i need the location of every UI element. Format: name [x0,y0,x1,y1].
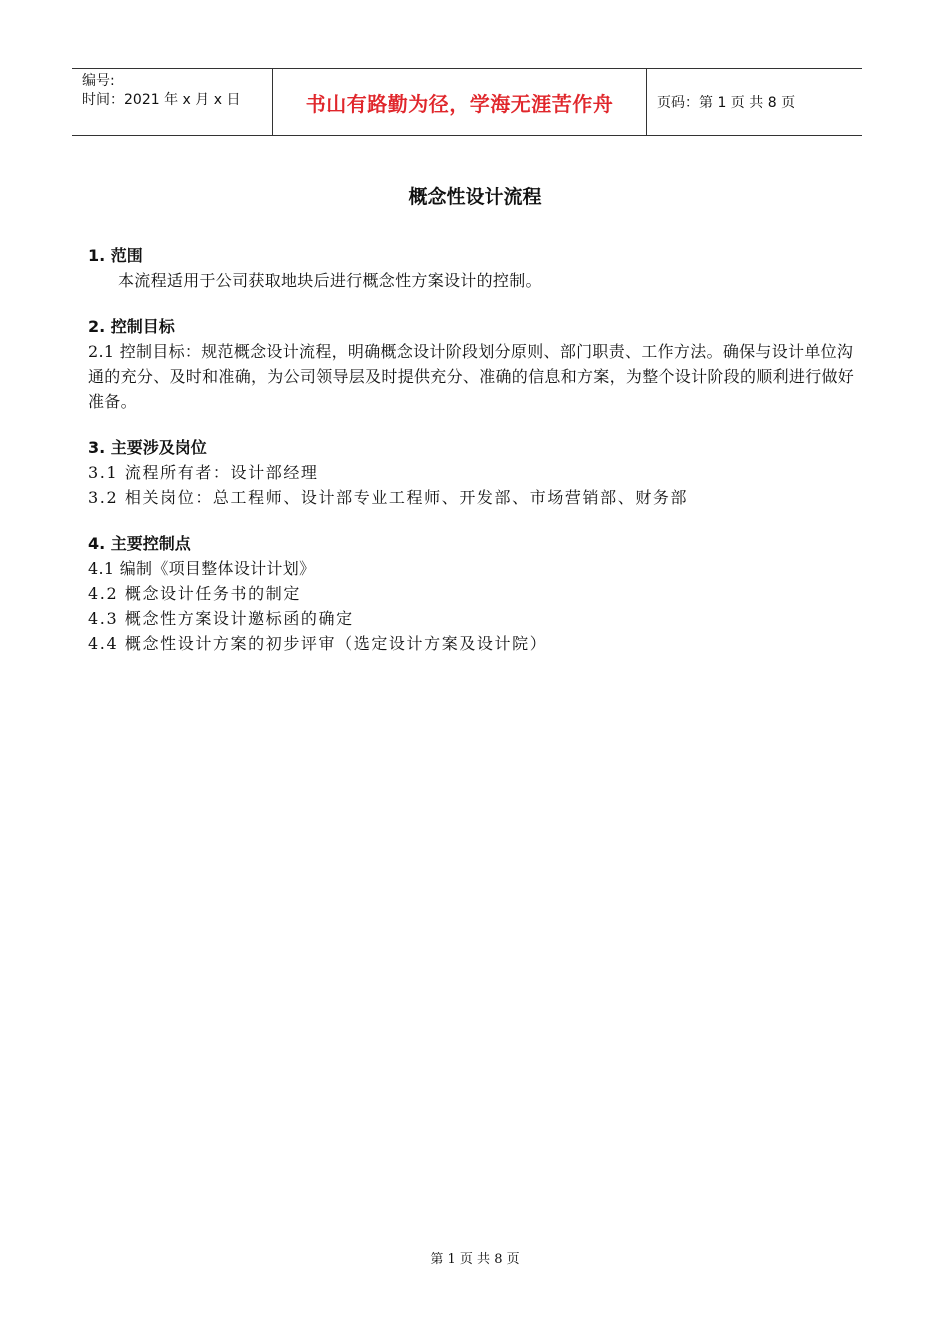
section-scope [88,244,868,293]
document-body [88,244,868,678]
paragraph: 本流程适用于公司获取地块后进行概念性方案设计的控制。 [118,271,542,290]
paragraph: 3.2 相关岗位：总工程师、设计部专业工程师、开发部、市场营销部、财务部 [88,488,689,507]
section-control-objective [88,315,868,414]
page-header [72,68,862,136]
page-footer: 第 1 页 共 8 页 [430,1252,520,1267]
section-heading: 3. 主要涉及岗位 [88,438,207,457]
header-meta [72,69,273,135]
section-heading: 4. 主要控制点 [88,534,191,553]
list-item: 4.2 概念设计任务书的制定 [88,584,301,603]
paragraph: 2.1 控制目标：规范概念设计流程，明确概念设计阶段划分原则、部门职责、工作方法。确保与设计单位沟通的充分、及时和准确，为公司领导层及时提供充分、准确的信息和方案，为整个设计阶段的顺利进行做好准备。 [88,342,855,411]
list-item: 4.3 概念性方案设计邀标函的确定 [88,609,354,628]
document-time-label: 时间：2021 年 x 月 x 日 [82,92,241,108]
paragraph: 3.1 流程所有者：设计部经理 [88,463,319,482]
section-heading: 1. 范围 [88,246,143,265]
header-motto-cell [273,69,647,135]
section-positions [88,436,868,510]
document-number-label: 编号: [82,73,115,89]
list-item: 4.4 概念性设计方案的初步评审（选定设计方案及设计院） [88,634,548,653]
list-item: 4.1 编制《项目整体设计计划》 [88,559,316,578]
section-control-points [88,532,868,656]
header-motto: 书山有路勤为径，学海无涯苦作舟 [305,91,614,116]
header-page-info: 页码：第 1 页 共 8 页 [657,95,796,111]
header-page-info-cell [647,69,862,135]
section-heading: 2. 控制目标 [88,317,175,336]
document-title: 概念性设计流程 [408,186,542,208]
